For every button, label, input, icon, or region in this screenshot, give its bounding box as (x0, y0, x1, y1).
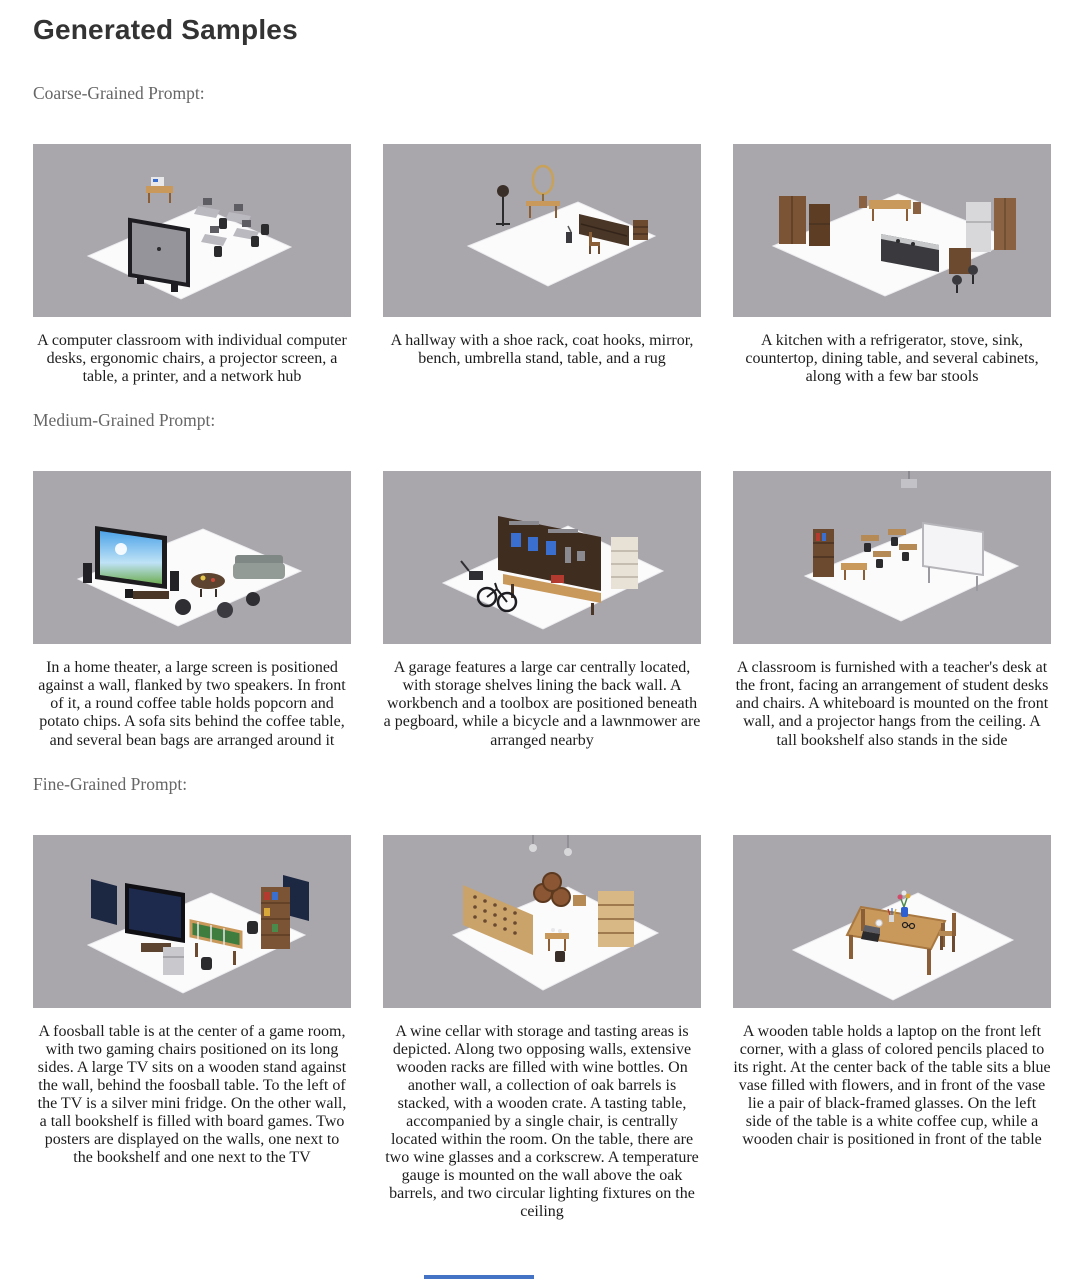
computer-classroom-render (33, 144, 351, 317)
sample-wine-cellar (383, 835, 701, 1222)
classroom-image (733, 471, 1051, 644)
game-room-render (33, 835, 351, 1008)
hallway-image (383, 144, 701, 317)
computer-classroom-image (33, 144, 351, 317)
sample-game-room (33, 835, 351, 1222)
home-theater-render (33, 471, 351, 644)
sample-classroom (733, 471, 1051, 749)
caption-wine-cellar: A wine cellar with storage and tasting areas is depicted. Along two opposing walls, extensive wooden racks are filled with wine bottles. On another wall, a collection of oak barrels is stacked, with a wooden crate. A tasting table, accompanied by a single chair, is centrally located within the room. On the table, there are two wine glasses and a corkscrew. A temperature gauge is mounted on the wall above the oak barrels, and two circular lighting fixtures on the ceiling (385, 1022, 699, 1221)
sample-kitchen (733, 144, 1051, 386)
caption-home-theater: In a home theater, a large screen is positioned against a wall, flanked by two speakers. In front of it, a round coffee table holds popcorn and potato chips. A sofa sits behind the coffee table, and several bean bags are arranged around it (38, 659, 346, 749)
coarse-grained-row (33, 144, 1051, 386)
home-theater-image (33, 471, 351, 644)
caption-garage: A garage features a large car centrally located, with storage shelves lining the back wall. A workbench and a toolbox are positioned beneath a pegboard, while a bicycle and a lawnmower are arranged nearby (383, 659, 701, 749)
wine-cellar-render (383, 835, 701, 1008)
caption-classroom: A classroom is furnished with a teacher's desk at the front, facing an arrangement of student desks and chairs. A whiteboard is mounted on the front wall, and a projector hangs from the ceiling. A tall bookshelf also stands in the side (735, 659, 1049, 749)
classroom-render (733, 471, 1051, 644)
sample-wooden-table (733, 835, 1051, 1222)
next-content-top-edge (424, 1275, 534, 1279)
section-label-coarse: Coarse-Grained Prompt: (33, 83, 205, 103)
caption-wooden-table: A wooden table holds a laptop on the front left corner, with a glass of colored pencils placed to its right. At the center back of the table sits a blue vase filled with flowers, and in front of the vase lie a pair of black-framed glasses. On the left side of the table is a white coffee cup, while a wooden chair is positioned in front of the table (733, 1022, 1051, 1149)
section-label-medium: Medium-Grained Prompt: (33, 410, 216, 431)
sample-hallway (383, 144, 701, 386)
page-title: Generated Samples (33, 14, 298, 45)
caption-kitchen: A kitchen with a refrigerator, stove, sink, countertop, dining table, and several cabinets, along with a few bar stools (745, 332, 1039, 386)
sample-home-theater (33, 471, 351, 749)
sample-computer-classroom (33, 144, 351, 386)
caption-game-room: A foosball table is at the center of a game room, with two gaming chairs positioned on its long sides. A large TV sits on a wooden stand against the wall, behind the foosball table. To the left of the TV is a silver mini fridge. On the other wall, a tall bookshelf is filled with board games. Two posters are displayed on the walls, one next to the bookshelf and one next to the TV (37, 1022, 347, 1167)
garage-image (383, 471, 701, 644)
sample-garage (383, 471, 701, 749)
caption-hallway: A hallway with a shoe rack, coat hooks, mirror, bench, umbrella stand, table, and a rug (390, 332, 694, 368)
game-room-image (33, 835, 351, 1008)
garage-render (383, 471, 701, 644)
section-label-fine: Fine-Grained Prompt: (33, 773, 188, 794)
kitchen-image (733, 144, 1051, 317)
caption-computer-classroom: A computer classroom with individual computer desks, ergonomic chairs, a projector screen, a table, a printer, and a network hub (37, 332, 347, 386)
kitchen-render (733, 144, 1051, 317)
wooden-table-render (733, 835, 1051, 1008)
hallway-render (383, 144, 701, 317)
medium-grained-row (33, 471, 1051, 749)
wine-cellar-image (383, 835, 701, 1008)
fine-grained-row (33, 835, 1051, 1222)
wooden-table-image (733, 835, 1051, 1008)
